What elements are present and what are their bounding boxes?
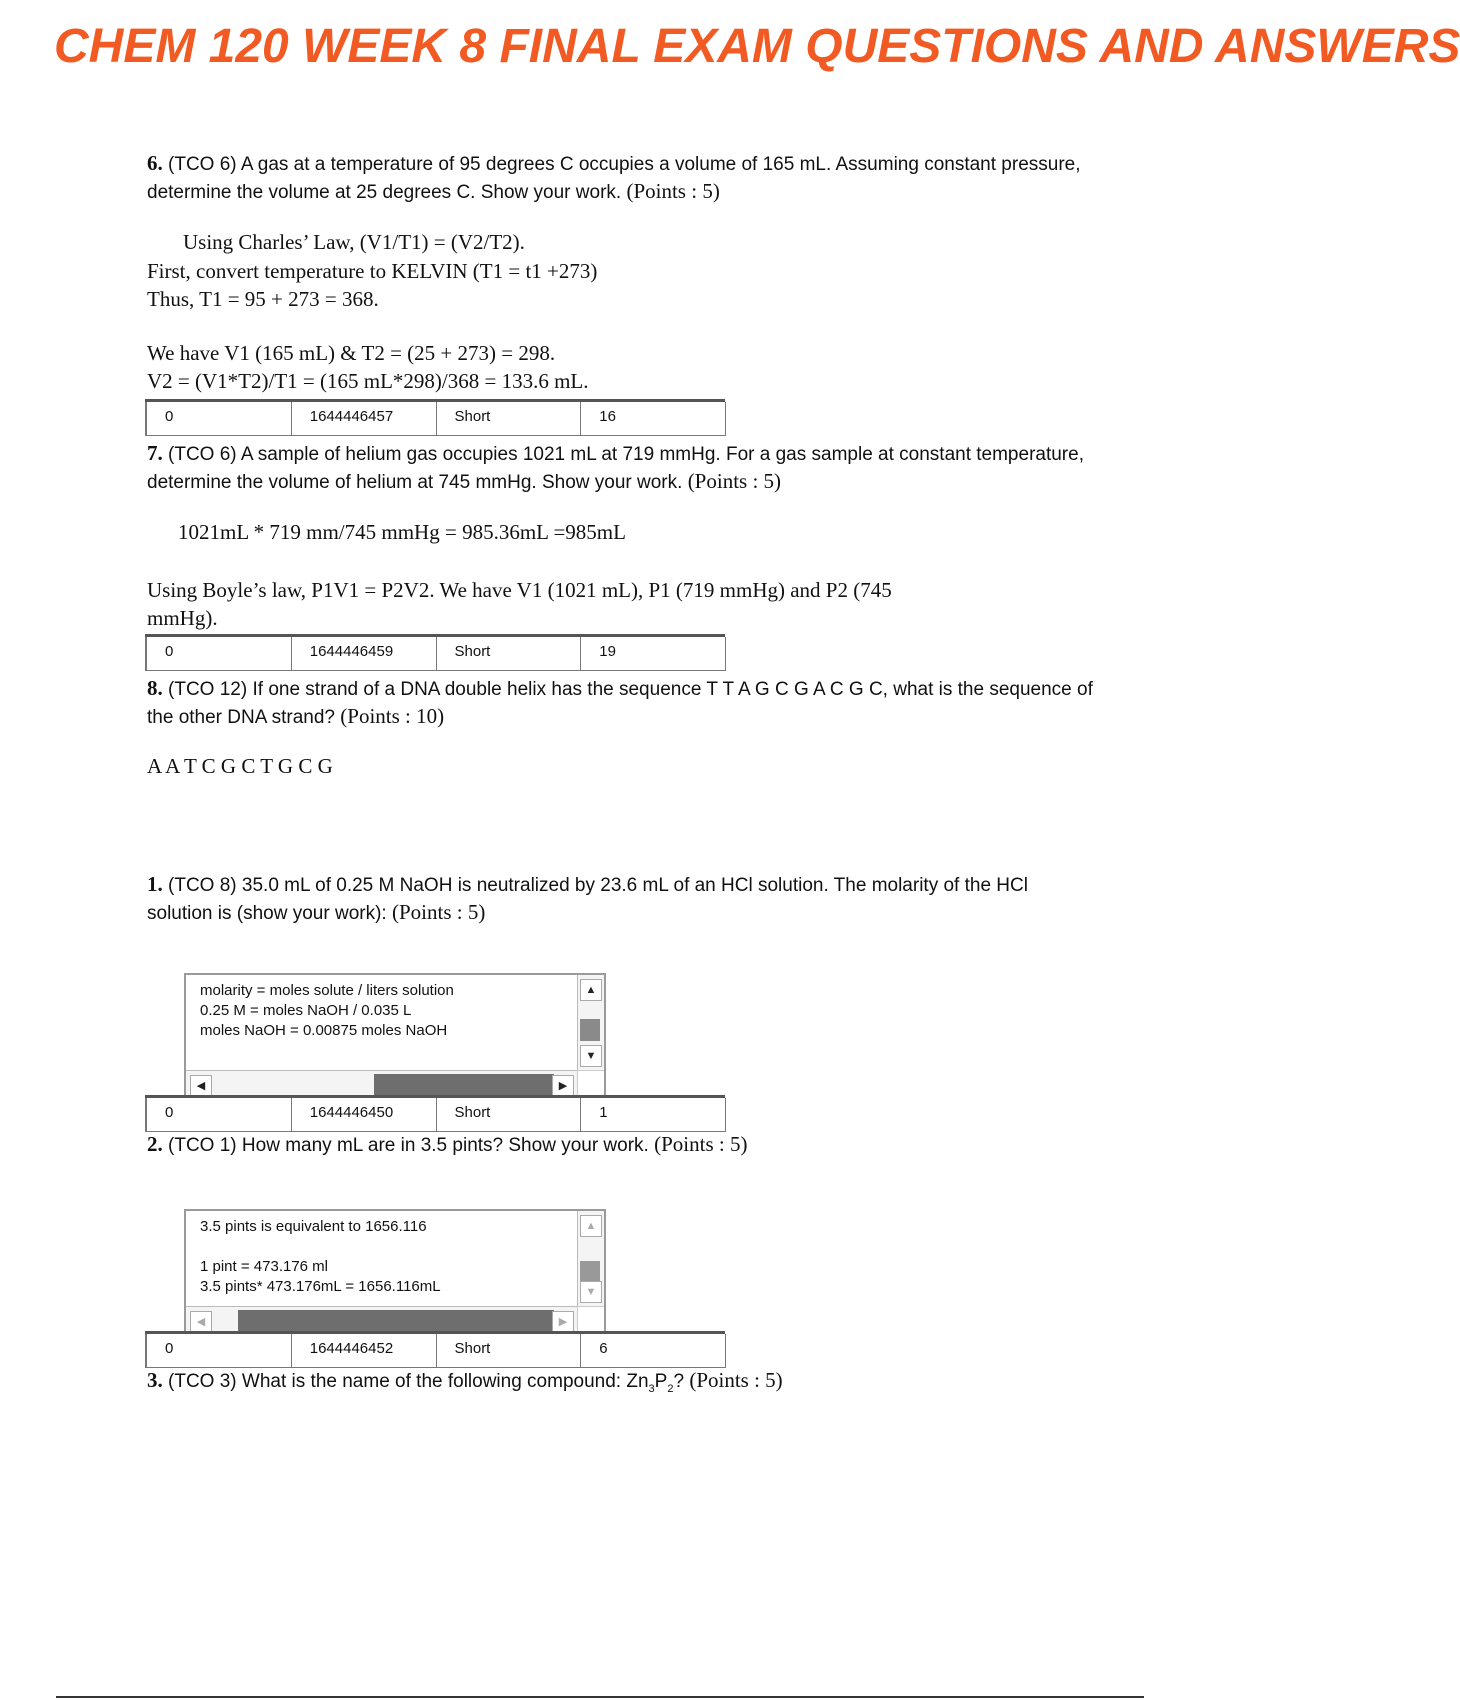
meta-type: Short	[436, 637, 582, 671]
question-1	[147, 871, 1097, 927]
footer-divider	[56, 1696, 1144, 1698]
question-number: 6.	[147, 151, 163, 175]
answer-line: 1021mL * 719 mm/745 mmHg = 985.36mL =985mL	[178, 520, 626, 544]
meta-type: Short	[436, 1334, 582, 1368]
question-points: (Points : 5)	[687, 469, 782, 493]
answer-line: First, convert temperature to KELVIN (T1 = t1 +273)	[147, 259, 598, 283]
scroll-thumb[interactable]	[238, 1310, 554, 1332]
meta-number: 1	[580, 1098, 726, 1132]
answer-text-line: 0.25 M = moles NaOH / 0.035 L	[200, 1002, 412, 1019]
question-text: (TCO 3) What is the name of the following compound: Zn	[162, 1371, 649, 1392]
answer-line: mmHg).	[147, 606, 218, 630]
meta-type: Short	[436, 402, 582, 436]
answer-textarea[interactable]	[184, 1209, 606, 1339]
question-points: (Points : 5)	[391, 900, 486, 924]
meta-id: 1644446457	[291, 402, 437, 436]
question-points: (Points : 5)	[654, 1132, 748, 1156]
answer-meta-row	[145, 1095, 725, 1132]
answer-text-line: molarity = moles solute / liters solution	[200, 982, 454, 999]
question-text: (TCO 1) How many mL are in 3.5 pints? Show your work.	[162, 1135, 649, 1156]
meta-id: 1644446450	[291, 1098, 437, 1132]
answer-meta-row	[145, 634, 725, 671]
meta-score: 0	[145, 1334, 292, 1368]
meta-score: 0	[145, 1098, 292, 1132]
scroll-up-arrow-icon[interactable]: ▲	[580, 1215, 602, 1237]
scroll-thumb[interactable]	[374, 1074, 554, 1096]
scroll-right-arrow-icon[interactable]: ▶	[552, 1075, 574, 1097]
answer-line: Thus, T1 = 95 + 273 = 368.	[147, 287, 379, 311]
question-number: 7.	[147, 441, 163, 465]
subscript: 2	[667, 1382, 674, 1395]
subscript: 3	[648, 1382, 655, 1395]
question-text: (TCO 8) 35.0 mL of 0.25 M NaOH is neutralized by 23.6 mL of an HCl solution. The molarity of the HCl solution is (show your work):	[147, 875, 1028, 924]
answer-textarea[interactable]	[184, 973, 606, 1103]
meta-number: 19	[580, 637, 726, 671]
vertical-scrollbar[interactable]	[577, 1211, 604, 1307]
scroll-up-arrow-icon[interactable]: ▲	[580, 979, 602, 1001]
question-text: (TCO 6) A sample of helium gas occupies 1021 mL at 719 mmHg. For a gas sample at constant temperature, determine the volume of helium at 745 mmHg. Show your work.	[147, 444, 1084, 493]
meta-number: 6	[580, 1334, 726, 1368]
meta-score: 0	[145, 637, 292, 671]
scroll-left-arrow-icon[interactable]: ◀	[190, 1311, 212, 1333]
scroll-left-arrow-icon[interactable]: ◀	[190, 1075, 212, 1097]
scroll-thumb[interactable]	[580, 1019, 600, 1041]
meta-id: 1644446459	[291, 637, 437, 671]
answer-text-line: 3.5 pints* 473.176mL = 1656.116mL	[200, 1278, 441, 1295]
scroll-down-arrow-icon[interactable]: ▼	[580, 1045, 602, 1067]
question-text: P	[654, 1371, 668, 1392]
answer-line: Using Charles’ Law, (V1/T1) = (V2/T2).	[183, 230, 525, 254]
question-text: ?	[673, 1371, 685, 1392]
scroll-thumb[interactable]	[580, 1261, 600, 1283]
question-3	[147, 1367, 1097, 1402]
answer-text-blank	[200, 1237, 574, 1257]
answer-line: Using Boyle’s law, P1V1 = P2V2. We have V1 (1021 mL), P1 (719 mmHg) and P2 (745	[147, 578, 892, 602]
question-text: (TCO 6) A gas at a temperature of 95 degrees C occupies a volume of 165 mL. Assuming constant pressure, determine the volume at 25 degrees C. Show your work.	[147, 154, 1081, 203]
answer-meta-row	[145, 1331, 725, 1368]
question-number: 2.	[147, 1132, 163, 1156]
page-title: CHEM 120 WEEK 8 FINAL EXAM QUESTIONS AND ANSWERS	[54, 20, 1460, 73]
answer-text	[200, 1217, 574, 1297]
question-points: (Points : 5)	[689, 1368, 783, 1392]
scroll-down-arrow-icon[interactable]: ▼	[580, 1281, 602, 1303]
question-points: (Points : 5)	[626, 179, 720, 203]
answer-line: V2 = (V1*T2)/T1 = (165 mL*298)/368 = 133.6 mL.	[147, 369, 589, 393]
question-text: (TCO 12) If one strand of a DNA double helix has the sequence T T A G C G A C G C, what is the sequence of the other DNA strand?	[147, 679, 1093, 728]
meta-number: 16	[580, 402, 726, 436]
answer-text-line: moles NaOH = 0.00875 moles NaOH	[200, 1022, 448, 1039]
question-number: 3.	[147, 1368, 163, 1392]
scroll-right-arrow-icon[interactable]: ▶	[552, 1311, 574, 1333]
question-8	[147, 675, 1097, 731]
meta-score: 0	[145, 402, 292, 436]
answer-text-line: 3.5 pints is equivalent to 1656.116	[200, 1218, 427, 1235]
question-2	[147, 1131, 1097, 1159]
meta-id: 1644446452	[291, 1334, 437, 1368]
answer-text	[200, 981, 574, 1041]
meta-type: Short	[436, 1098, 582, 1132]
answer-text-line: 1 pint = 473.176 ml	[200, 1258, 329, 1275]
question-number: 1.	[147, 872, 163, 896]
question-6	[147, 150, 1097, 206]
question-points: (Points : 10)	[340, 704, 445, 728]
answer-meta-row	[145, 399, 725, 436]
vertical-scrollbar[interactable]	[577, 975, 604, 1071]
question-7	[147, 440, 1097, 496]
answer-line: A A T C G C T G C G	[147, 754, 333, 778]
question-number: 8.	[147, 676, 163, 700]
answer-line: We have V1 (165 mL) & T2 = (25 + 273) = 298.	[147, 341, 556, 365]
